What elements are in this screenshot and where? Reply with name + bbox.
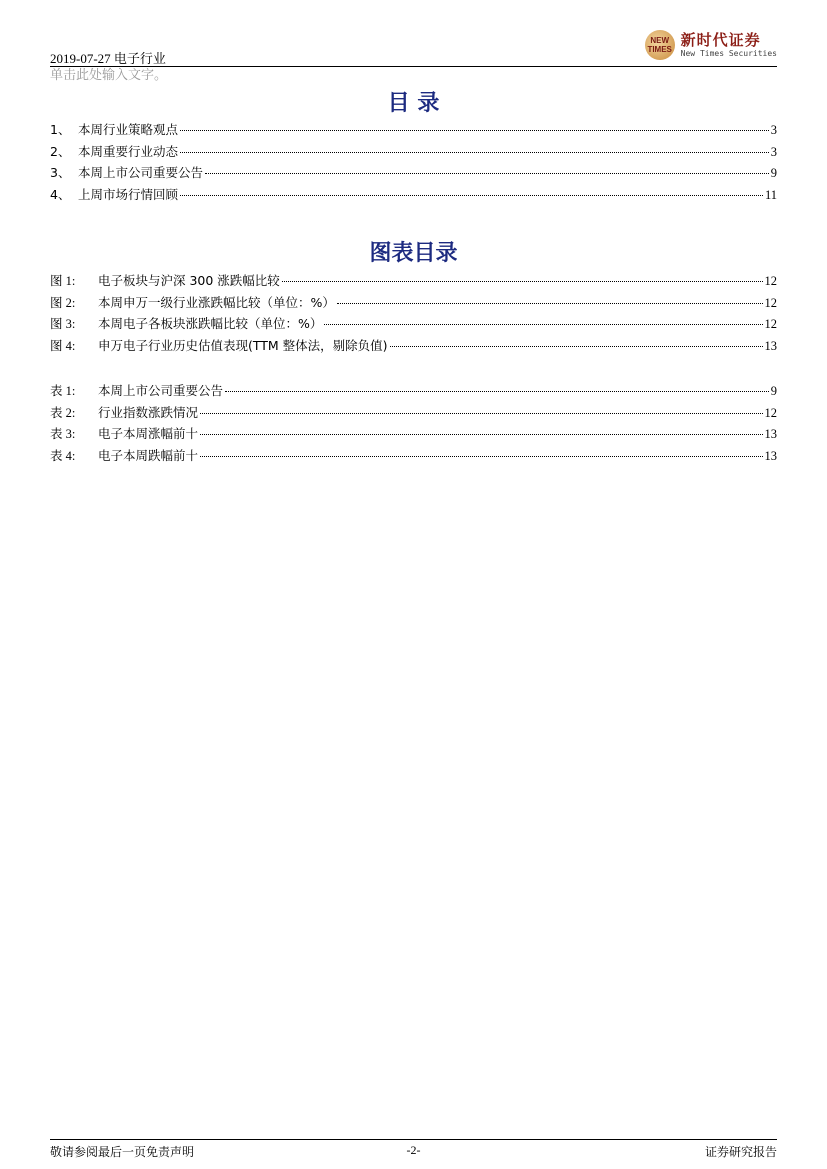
toc-text[interactable]: 本周行业策略观点 [78,122,179,137]
leader-dots [337,303,763,304]
table-row[interactable] [50,403,777,425]
toc-title: 目 录 [387,91,440,116]
toc-text[interactable]: 本周上市公司重要公告 [78,165,204,180]
table-num: 表 4: [50,448,76,463]
toc-page: 3 [770,144,777,159]
table-page: 9 [770,384,777,398]
page-number: -2- [406,1143,421,1157]
figure-row[interactable] [50,336,777,358]
figure-row[interactable] [50,271,777,293]
figure-row[interactable] [50,293,777,315]
figure-page: 12 [764,295,777,310]
toc-num: 3、 [50,165,71,180]
company-logo [645,30,777,60]
header-industry: 电子行业 [113,51,166,66]
leader-dots [205,173,769,174]
figure-page: 13 [764,338,777,353]
logo-badge-line2: TIMES [647,45,672,54]
leader-dots [324,324,762,325]
logo-en: New Times Securities [680,48,777,58]
logo-badge-line1: NEW [650,36,669,45]
table-row[interactable] [50,381,777,403]
toc-row[interactable] [50,120,777,142]
toc-page: 11 [764,187,777,202]
figures-title: 图表目录 [369,241,458,266]
toc-page: 9 [770,166,777,180]
logo-text [680,30,777,58]
table-row[interactable] [50,424,777,446]
leader-dots [180,130,769,131]
table-page: 13 [764,448,777,463]
toc-text[interactable]: 上周市场行情回顾 [78,186,179,202]
table-page: 13 [764,427,777,441]
figure-num: 图 3: [50,317,76,331]
toc-page: 3 [770,123,777,137]
toc-num: 2、 [50,143,71,159]
toc-num: 1、 [50,122,71,137]
footer-report-type: 证券研究报告 [704,1145,777,1159]
figure-page: 12 [764,274,777,288]
table-text[interactable]: 电子本周跌幅前十 [98,447,199,463]
table-text[interactable]: 行业指数涨跌情况 [98,404,199,420]
figure-num: 图 4: [50,338,76,353]
leader-dots [200,434,762,435]
toc-row[interactable] [50,163,777,185]
figure-num: 图 2: [50,295,76,310]
table-page: 12 [764,405,777,420]
leader-dots [200,456,762,457]
table-text[interactable]: 本周上市公司重要公告 [98,383,224,398]
leader-dots [282,281,763,282]
logo-badge-icon [645,30,675,60]
figure-text[interactable]: 本周电子各板块涨跌幅比较（单位：%） [98,316,323,331]
figure-text[interactable]: 电子板块与沪深 300 涨跌幅比较 [98,273,280,288]
figures-list [50,271,777,357]
logo-cn: 新时代证券 [680,30,761,49]
figure-row[interactable] [50,314,777,336]
table-num: 表 2: [50,405,76,420]
toc-text[interactable]: 本周重要行业动态 [78,143,179,159]
table-row[interactable] [50,446,777,468]
toc-row[interactable] [50,142,777,164]
table-text[interactable]: 电子本周涨幅前十 [98,426,199,441]
footer-disclaimer: 敬请参阅最后一页免责声明 [50,1145,195,1159]
footer-divider [50,1139,777,1140]
leader-dots [225,391,769,392]
leader-dots [180,152,769,153]
toc-list [50,120,777,206]
placeholder-text[interactable]: 单击此处输入文字。 [50,68,168,83]
toc-num: 4、 [50,186,71,202]
table-num: 表 3: [50,427,76,441]
figure-page: 12 [764,317,777,331]
leader-dots [200,413,762,414]
header-date: 2019-07-27 [50,51,111,66]
figure-num: 图 1: [50,274,76,288]
figure-text[interactable]: 本周申万一级行业涨跌幅比较（单位：%） [98,294,335,310]
leader-dots [390,346,763,347]
table-num: 表 1: [50,384,76,398]
tables-list [50,381,777,467]
figure-text[interactable]: 申万电子行业历史估值表现(TTM 整体法，剔除负值) [98,337,388,353]
leader-dots [180,195,763,196]
toc-row[interactable] [50,185,777,207]
